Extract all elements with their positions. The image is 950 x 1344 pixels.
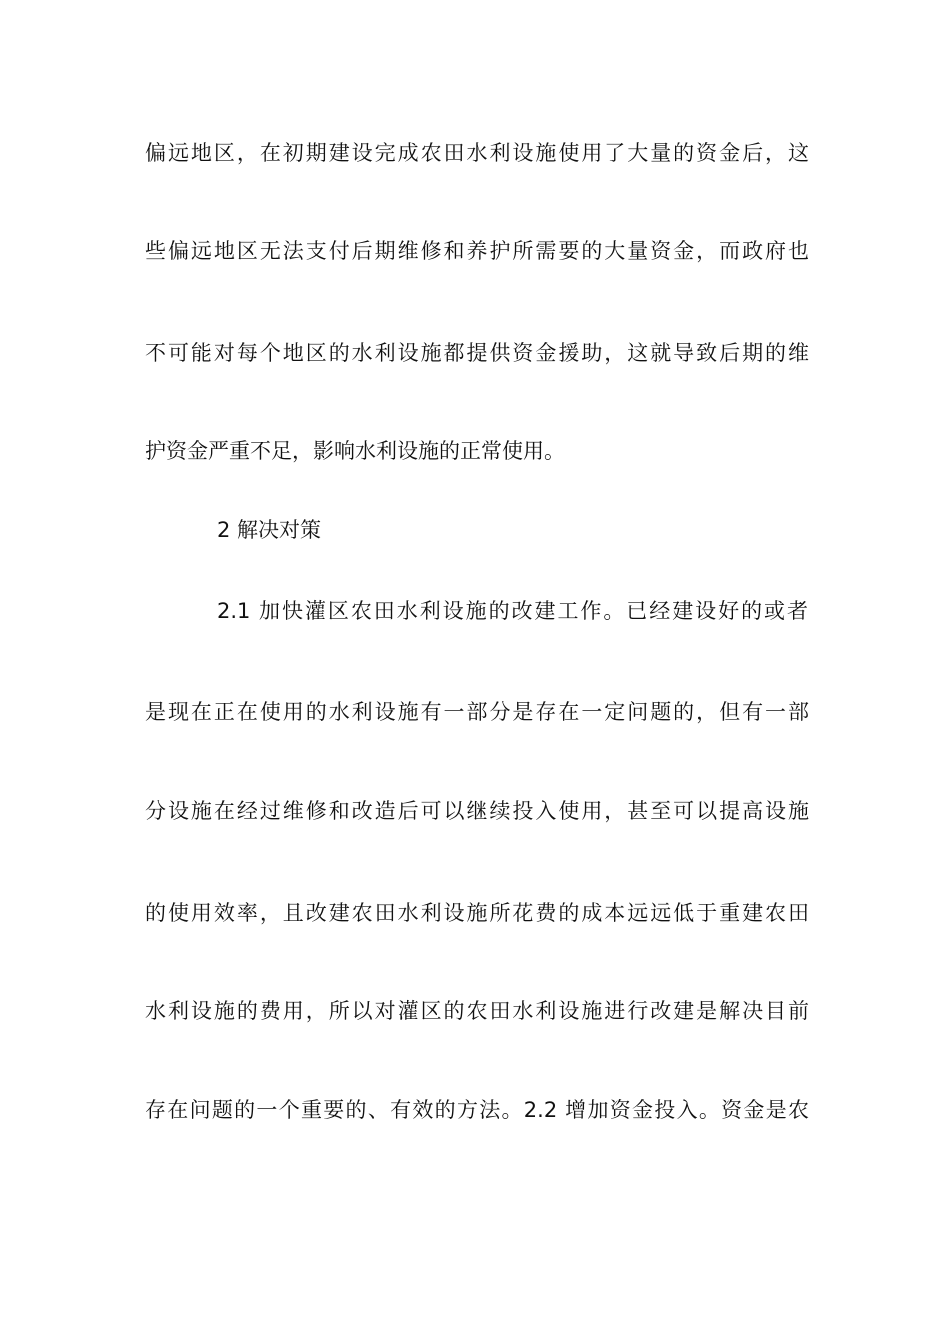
paragraph-line-3: 不可能对每个地区的水利设施都提供资金援助，这就导致后期的维	[145, 341, 809, 365]
paragraph-line-1: 偏远地区，在初期建设完成农田水利设施使用了大量的资金后，这	[145, 141, 809, 165]
section-heading: 2 解决对策	[217, 518, 322, 542]
paragraph-line-2: 些偏远地区无法支付后期维修和养护所需要的大量资金，而政府也	[145, 239, 809, 263]
section-line-2: 是现在正在使用的水利设施有一部分是存在一定问题的，但有一部	[145, 700, 809, 724]
paragraph-line-4: 护资金严重不足，影响水利设施的正常使用。	[145, 439, 565, 463]
section-line-1: 2.1 加快灌区农田水利设施的改建工作。已经建设好的或者	[217, 599, 808, 623]
section-line-4: 的使用效率，且改建农田水利设施所花费的成本远远低于重建农田	[145, 901, 809, 925]
section-line-3: 分设施在经过维修和改造后可以继续投入使用，甚至可以提高设施	[145, 799, 809, 823]
section-line-5: 水利设施的费用，所以对灌区的农田水利设施进行改建是解决目前	[145, 999, 809, 1023]
section-line-6: 存在问题的一个重要的、有效的方法。2.2 增加资金投入。资金是农	[145, 1098, 809, 1122]
